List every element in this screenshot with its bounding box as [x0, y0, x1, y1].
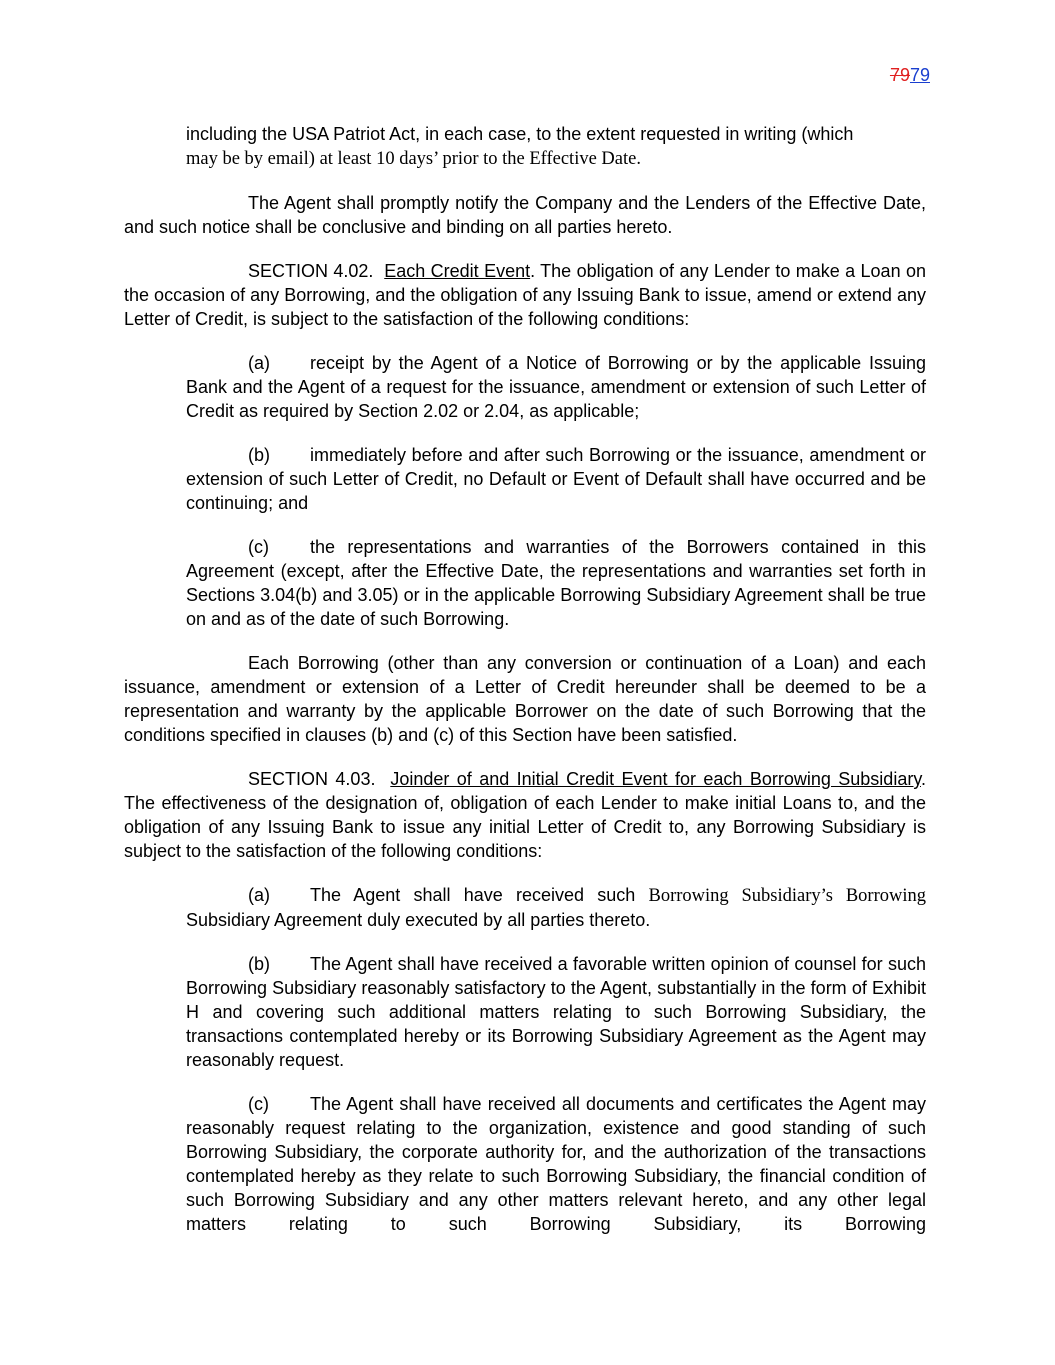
section-4-03-body: . The effectiveness of the designation of, obligation of each Lender to make initial Loans to, and the obligation of any Issuing Bank to issue any initial Letter of Credit to, any Borrowing Subsidiary is subject to the satisfaction of the following conditions: [124, 769, 926, 861]
clause-text: receipt by the Agent of a Notice of Borrowing or by the applicable Issuing Bank and the Agent of a request for the issuance, amendment or extension of such Letter of Credit as required by Section 2.02 or 2.04, as applicable; [186, 353, 926, 421]
section-4-03-title: Joinder of and Initial Credit Event for each Borrowing Subsidiary [390, 769, 921, 789]
paragraph-patriot-act [124, 122, 926, 171]
paragraph-patriot-act-line2: may be by email) at least 10 days’ prior to the Effective Date. [186, 149, 641, 169]
clause-text: The Agent shall have received a favorable written opinion of counsel for such Borrowing Subsidiary reasonably satisfactory to the Agent, substantially in the form of Exhibit H and covering such additional matters relating to such Borrowing Subsidiary, the transactions contemplated hereby or its Borrowing Subsidiary Agreement as the Agent may reasonably request. [186, 954, 926, 1070]
section-4-03-clause-b [124, 952, 926, 1072]
clause-text: immediately before and after such Borrowing or the issuance, amendment or extension of such Letter of Credit, no Default or Event of Default shall have occurred and be continuing; and [186, 445, 926, 513]
section-4-03-number: SECTION 4.03. [248, 769, 376, 789]
section-4-02 [124, 259, 926, 331]
clause-label: (b) [248, 954, 270, 974]
paragraph-patriot-act-line1: including the USA Patriot Act, in each case, to the extent requested in writing (which [186, 124, 854, 144]
clause-text-part3: Subsidiary Agreement duly executed by all parties thereto. [186, 910, 651, 930]
clause-label: (a) [248, 353, 270, 373]
section-4-02-clause-b [124, 443, 926, 515]
section-4-02-clause-c [124, 535, 926, 631]
page-number-inserted: 79 [909, 65, 930, 85]
section-4-02-title: Each Credit Event [384, 261, 531, 281]
section-4-02-body: . The obligation of any Lender to make a Loan on the occasion of any Borrowing, and the obligation of any Issuing Bank to issue, amend or extend any Letter of Credit, is subject to the satisfaction of the following conditions: [124, 261, 926, 329]
clause-text-part2: Borrowing Subsidiary’s Borrowing [648, 886, 926, 906]
clause-text: the representations and warranties of the Borrowers contained in this Agreement (except, after the Effective Date, the representations and warranties set forth in Sections 3.04(b) and 3.05) or in the applicable Borrowing Subsidiary Agreement shall be true on and as of the date of such Borrowing. [186, 537, 926, 629]
page-number [890, 64, 930, 86]
paragraph-effective-date-notice: The Agent shall promptly notify the Company and the Lenders of the Effective Date, and such notice shall be conclusive and binding on all parties hereto. [124, 193, 926, 237]
clause-label: (b) [248, 445, 270, 465]
section-4-02-clause-a [124, 351, 926, 423]
clause-label: (c) [248, 537, 269, 557]
section-4-02-number: SECTION 4.02. [248, 261, 374, 281]
section-4-03 [124, 767, 926, 863]
clause-label: (c) [248, 1094, 269, 1114]
section-4-03-clause-a [124, 883, 926, 932]
clause-text-part1: The Agent shall have received such [310, 885, 649, 905]
clause-text: The Agent shall have received all documents and certificates the Agent may reasonably request relating to the organization, existence and good standing of such Borrowing Subsidiary, the corporate authority for, and the authorization of the transactions contemplated hereby as they relate to such Borrowing Subsidiary, the financial condition of such Borrowing Subsidiary and any other matters relevant hereto, and any other legal matters relating to such Borrowing Subsidiary, its Borrowing [186, 1094, 926, 1234]
paragraph-each-borrowing: Each Borrowing (other than any conversion or continuation of a Loan) and each issuance, amendment or extension of a Letter of Credit hereunder shall be deemed to be a representation and warranty by the applicable Borrower on the date of such Borrowing that the conditions specified in clauses (b) and (c) of this Section have been satisfied. [124, 653, 926, 745]
section-4-03-clause-c [124, 1092, 926, 1236]
page-number-deleted: 79 [889, 65, 910, 85]
document-body [124, 122, 926, 1256]
clause-label: (a) [248, 885, 270, 905]
